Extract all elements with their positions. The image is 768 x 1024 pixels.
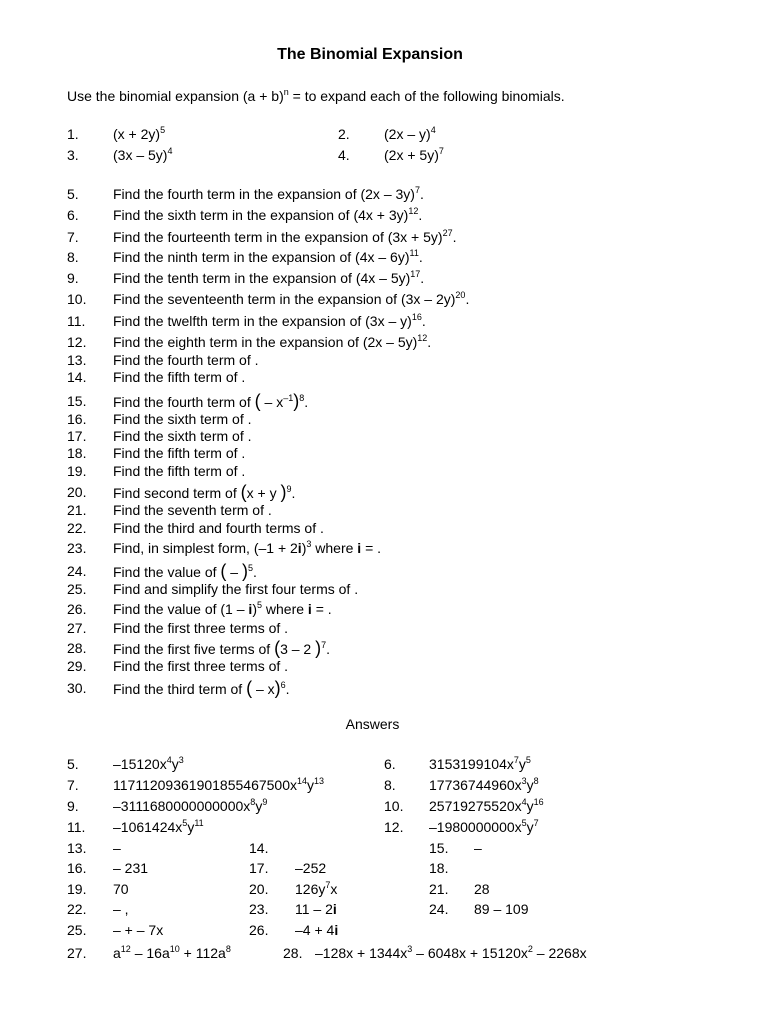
exponent: 5 — [182, 818, 188, 828]
answer-value — [474, 881, 490, 897]
problem-stem: Find the third and fourth terms of . — [113, 520, 324, 536]
exponent: 20 — [455, 290, 466, 300]
problem-text — [113, 581, 358, 597]
answer-number: 16. — [67, 860, 87, 876]
exponent: 5 — [521, 818, 527, 828]
answer-value — [113, 901, 129, 917]
problem-number: 16. — [67, 411, 87, 427]
problem-text — [113, 334, 431, 350]
problem-number: 25. — [67, 581, 87, 597]
answer-value — [295, 881, 337, 897]
answer-value — [113, 777, 324, 793]
answer-number: 22. — [67, 901, 87, 917]
problem-tail: . — [253, 564, 257, 580]
answer-text: 117112093619018554675​00x — [113, 777, 298, 793]
problem-text — [113, 313, 426, 329]
expression-part: – — [226, 564, 242, 580]
answer-value — [113, 881, 129, 897]
problem-number: 15. — [67, 393, 87, 409]
answer-text: y — [526, 798, 534, 814]
binomial: (2x + 5y) — [384, 147, 439, 163]
exponent: 6 — [280, 680, 286, 690]
problem-stem: Find the fifth term of . — [113, 445, 246, 461]
exponent: 7 — [414, 185, 420, 195]
expression-part: – x — [260, 394, 284, 410]
answer-text: y — [518, 756, 526, 772]
problem-tail: . — [452, 229, 457, 245]
problem-stem: Find the seventh term of . — [113, 502, 272, 518]
close-paren: ) — [293, 391, 300, 411]
problem-stem: Find the ninth term in the expansion of (4x – 6y) — [113, 249, 410, 265]
problem-number: 13. — [67, 352, 87, 368]
problem-number: 8. — [67, 249, 79, 265]
problem-number: 14. — [67, 369, 87, 385]
answer-number: 12. — [384, 819, 404, 835]
answer-text: –4 + 4 — [295, 922, 335, 938]
answer-value — [429, 777, 539, 793]
problem-text — [113, 186, 424, 202]
exponent: 12 — [417, 333, 428, 343]
problem-tail: . — [418, 249, 423, 265]
exponent: 4 — [430, 125, 436, 135]
problem-stem: Find the fifth term of . — [113, 463, 246, 479]
exponent: 4 — [167, 146, 173, 156]
exponent: 12 — [408, 206, 419, 216]
answer-number: 10. — [384, 798, 404, 814]
answer-text: –1061424x — [113, 819, 183, 835]
problem-text — [113, 445, 245, 461]
problem-number: 23. — [67, 540, 87, 556]
answer-text: + 112a — [179, 945, 226, 961]
problem-stem: Find the fourth term of — [113, 394, 255, 410]
problem-number: 30. — [67, 680, 87, 696]
problem-stem: Find the fourth term of . — [113, 352, 259, 368]
close-paren: ) — [274, 678, 281, 698]
exponent: 8 — [250, 797, 256, 807]
exponent: 14 — [297, 776, 308, 786]
exponent: 3 — [407, 944, 413, 954]
problem-text — [113, 540, 381, 556]
problem-number: 11. — [67, 313, 86, 329]
answer-number: 5. — [67, 756, 79, 772]
imaginary-unit: i — [307, 601, 312, 617]
answer-value — [315, 945, 587, 961]
answer-number: 9. — [67, 798, 79, 814]
expression-part: x + y — [246, 485, 281, 501]
exponent: 5 — [247, 563, 253, 573]
problem-text — [113, 411, 252, 427]
exponent: 4 — [166, 755, 172, 765]
problem-number: 20. — [67, 484, 87, 500]
problem-number: 12. — [67, 334, 87, 350]
answer-text: 11 – 2 — [295, 901, 333, 917]
problem-text — [113, 249, 423, 265]
answer-text: –3111680000000000x — [113, 798, 251, 814]
answer-text: –128x + 1344x — [315, 945, 408, 961]
open-paren: ( — [240, 482, 247, 502]
problem-stem: Find the first three terms of . — [113, 658, 289, 674]
answer-value — [295, 922, 338, 938]
answer-text: –1980000000x — [429, 819, 522, 835]
answer-value — [113, 922, 163, 938]
problem-number: 29. — [67, 658, 87, 674]
problem-text — [113, 352, 259, 368]
exponent: 13 — [314, 776, 325, 786]
exponent: 8 — [533, 776, 539, 786]
imaginary-unit: i — [357, 540, 362, 556]
problem-tail: . — [419, 186, 424, 202]
problem-number: 28. — [67, 640, 87, 656]
exponent: 11 — [194, 818, 204, 828]
problem-tail: . — [326, 641, 330, 657]
answer-number: 13. — [67, 840, 87, 856]
problem-text — [113, 393, 308, 410]
problem-number: 22. — [67, 520, 87, 536]
open-paren: ( — [274, 638, 281, 658]
problem-stem: Find the first three terms of . — [113, 620, 289, 636]
exponent: 27 — [442, 228, 453, 238]
answer-value — [113, 756, 184, 772]
problem-number: 18. — [67, 445, 87, 461]
answer-value — [295, 901, 337, 917]
problem-text — [113, 229, 456, 245]
item-expression — [113, 147, 172, 163]
answer-text: 17736744960x — [429, 777, 522, 793]
answer-number: 28. — [283, 945, 303, 961]
answer-number: 18. — [429, 860, 449, 876]
imaginary-unit: i — [332, 901, 337, 917]
answer-value — [113, 945, 231, 961]
answer-number: 15. — [429, 840, 449, 856]
answer-value — [474, 901, 529, 917]
open-paren: ( — [220, 561, 227, 581]
problem-tail: . — [420, 270, 425, 286]
problem-number: 5. — [67, 186, 79, 202]
answer-text: –252 — [295, 860, 327, 876]
answer-text: 70 — [113, 881, 129, 897]
answer-text: – 6048x + 15120x — [412, 945, 528, 961]
answer-number: 23. — [249, 901, 269, 917]
exponent: 2 — [527, 944, 533, 954]
item-number: 3. — [67, 147, 79, 163]
problem-number: 7. — [67, 229, 79, 245]
problem-tail: . — [465, 291, 470, 307]
answer-value — [113, 798, 267, 814]
problem-tail: . — [304, 394, 309, 410]
problem-stem: Find second term of — [113, 485, 241, 501]
answer-number: 21. — [429, 881, 449, 897]
exponent: 10 — [169, 944, 180, 954]
imaginary-unit: i — [248, 601, 253, 617]
inner-exponent: –1 — [283, 393, 294, 403]
answer-text: y — [307, 777, 315, 793]
problem-stem: Find, in simplest form, (–1 + 2 — [113, 540, 298, 556]
exponent: 5 — [256, 600, 262, 610]
exponent: 9 — [262, 797, 268, 807]
problem-stem: Find and simplify the first four terms of . — [113, 581, 359, 597]
problem-number: 26. — [67, 601, 87, 617]
binomial: (2x – y) — [384, 126, 431, 142]
answer-number: 14. — [249, 840, 269, 856]
problem-number: 27. — [67, 620, 87, 636]
answer-value — [113, 840, 121, 856]
exponent: 5 — [160, 125, 166, 135]
item-expression — [384, 147, 444, 163]
exponent: 7 — [533, 818, 539, 828]
answer-text: – 231 — [113, 860, 149, 876]
answer-number: 11. — [67, 819, 86, 835]
problem-stem: Find the eighth term in the expansion of (2x – 5y) — [113, 334, 418, 350]
exponent: 11 — [409, 248, 419, 258]
answer-text: 89 – 109 — [474, 901, 529, 917]
item-expression — [113, 126, 165, 142]
problem-stem: Find the first five terms of — [113, 641, 275, 657]
answer-number: 7. — [67, 777, 79, 793]
problem-stem: Find the fifth term of . — [113, 369, 246, 385]
answer-number: 27. — [67, 945, 87, 961]
exponent: 3 — [306, 539, 312, 549]
answer-text: 3153199104x — [429, 756, 514, 772]
problem-tail: . — [427, 334, 432, 350]
problem-tail: where — [262, 601, 308, 617]
answer-text: 126y — [295, 881, 326, 897]
answer-number: 20. — [249, 881, 269, 897]
item-number: 2. — [338, 126, 350, 142]
exponent: 8 — [225, 944, 231, 954]
intro-instruction: Use the binomial expansion $(a + b)^n$ = to expand each of the following binomials. — [67, 87, 565, 104]
problem-text — [113, 520, 324, 536]
answer-text: y — [526, 819, 534, 835]
expression-part: 3 – 2 — [280, 641, 316, 657]
problem-tail: . — [291, 485, 296, 501]
close-paren: ) — [315, 638, 322, 658]
answer-text: y — [187, 819, 195, 835]
answer-text: a — [113, 945, 121, 961]
answer-text: y — [171, 756, 179, 772]
exponent: 8 — [299, 393, 305, 403]
problem-stem: Find the seventeenth term in the expansion of (3x – 2y) — [113, 291, 456, 307]
problem-number: 6. — [67, 207, 79, 223]
answer-text: – 16a — [130, 945, 170, 961]
problem-stem: Find the fourth term in the expansion of (2x – 3y) — [113, 186, 415, 202]
problem-stem: Find the sixth term of . — [113, 411, 252, 427]
page-title: The Binomial Expansion — [277, 46, 463, 63]
answers-heading: Answers — [345, 716, 400, 732]
problem-text — [113, 620, 288, 636]
exponent: 3 — [521, 776, 527, 786]
answer-text: – — [113, 840, 121, 856]
answer-text: 25719275520x — [429, 798, 522, 814]
exponent: 9 — [286, 484, 292, 494]
problem-tail: . — [418, 207, 423, 223]
problem-number: 9. — [67, 270, 79, 286]
answer-number: 24. — [429, 901, 449, 917]
exponent: 7 — [438, 146, 444, 156]
answer-text: x — [330, 881, 338, 897]
answer-value — [474, 840, 482, 856]
exponent: 4 — [521, 797, 527, 807]
answer-text: y — [526, 777, 534, 793]
problem-stem: Find the sixth term of . — [113, 428, 252, 444]
answer-text: – 2268x — [532, 945, 587, 961]
problem-tail: . — [285, 681, 290, 697]
item-expression — [384, 126, 436, 142]
answer-text: – , — [113, 901, 129, 917]
problem-stem: Find the fourteenth term in the expansion of (3x + 5y) — [113, 229, 443, 245]
imaginary-unit: i — [297, 540, 302, 556]
answer-number: 25. — [67, 922, 87, 938]
problem-text — [113, 463, 245, 479]
problem-text — [113, 601, 332, 617]
problem-stem: Find the tenth term in the expansion of (4x – 5y) — [113, 270, 411, 286]
open-paren: ( — [246, 678, 253, 698]
problem-stem: Find the sixth term in the expansion of (4x + 3y) — [113, 207, 409, 223]
answer-value — [429, 819, 539, 835]
answer-text: 28 — [474, 881, 490, 897]
problem-stem: Find the value of — [113, 564, 221, 580]
answer-text: – — [474, 840, 482, 856]
answer-number: 17. — [249, 860, 269, 876]
problem-number: 24. — [67, 563, 87, 579]
expression-part: – x — [252, 681, 275, 697]
problem-text — [113, 563, 257, 580]
open-paren: ( — [254, 391, 261, 411]
problem-number: 17. — [67, 428, 87, 444]
answer-text: y — [255, 798, 263, 814]
problem-text — [113, 369, 245, 385]
answer-value — [429, 756, 531, 772]
close-paren: ) — [241, 561, 248, 581]
problem-stem: Find the twelfth term in the expansion of (3x – y) — [113, 313, 412, 329]
expression-part: ) — [252, 601, 257, 617]
problem-tail: . — [421, 313, 426, 329]
problem-text — [113, 428, 252, 444]
problem-text — [113, 207, 422, 223]
item-number: 4. — [338, 147, 350, 163]
answer-value — [113, 819, 204, 835]
answer-number: 26. — [249, 922, 269, 938]
expression-part: ) — [301, 540, 307, 556]
exponent: 12 — [120, 944, 131, 954]
problem-text — [113, 680, 290, 697]
problem-text — [113, 270, 424, 286]
exponent: 3 — [178, 755, 184, 765]
problem-number: 19. — [67, 463, 87, 479]
problem-tail: = . — [361, 540, 382, 556]
imaginary-unit: i — [334, 922, 339, 938]
exponent: 17 — [410, 269, 421, 279]
problem-number: 21. — [67, 502, 87, 518]
exponent: 7 — [325, 880, 331, 890]
exponent: 16 — [411, 312, 422, 322]
problem-tail: where — [311, 540, 358, 556]
answer-value — [113, 860, 148, 876]
answer-value — [429, 798, 544, 814]
problem-number: 10. — [67, 291, 87, 307]
problem-text — [113, 291, 469, 307]
answer-text: –15120x — [113, 756, 167, 772]
answer-number: 8. — [384, 777, 396, 793]
problem-text — [113, 640, 330, 657]
problem-text — [113, 484, 295, 501]
exponent: 7 — [321, 640, 327, 650]
problem-text — [113, 658, 288, 674]
exponent: 5 — [525, 755, 531, 765]
problem-text — [113, 502, 272, 518]
answer-text: – + – 7x — [113, 922, 164, 938]
answer-value — [295, 860, 326, 876]
exponent: 16 — [533, 797, 544, 807]
problem-stem: Find the third term of — [113, 681, 247, 697]
close-paren: ) — [280, 482, 287, 502]
binomial: (3x – 5y) — [113, 147, 168, 163]
binomial: (x + 2y) — [113, 126, 161, 142]
problem-stem: Find the value of (1 – — [113, 601, 249, 617]
problem-tail: = . — [311, 601, 332, 617]
answer-number: 6. — [384, 756, 396, 772]
answer-number: 19. — [67, 881, 87, 897]
item-number: 1. — [67, 126, 79, 142]
exponent: 7 — [513, 755, 519, 765]
